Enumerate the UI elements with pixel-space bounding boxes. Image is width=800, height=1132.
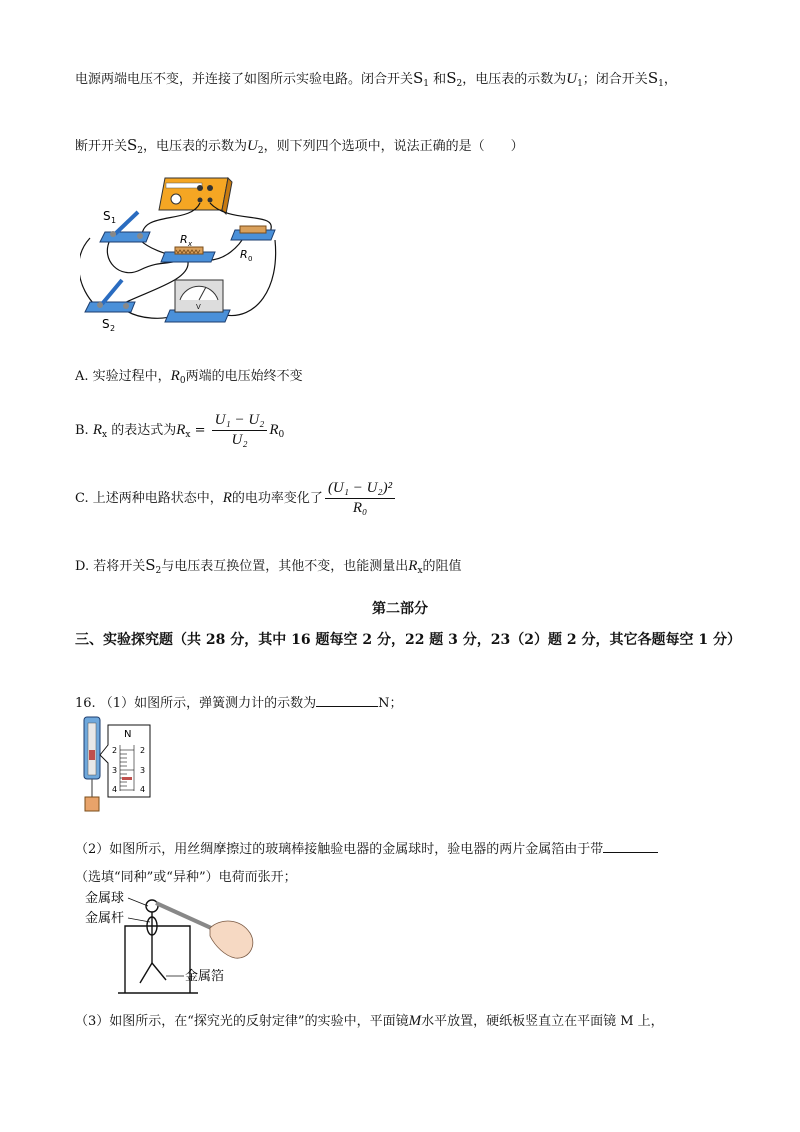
option-text: 的表达式为 bbox=[111, 423, 177, 438]
q15-text: ；闭合开关 bbox=[582, 72, 648, 87]
r-symbol: R bbox=[408, 558, 418, 574]
fraction bbox=[212, 412, 268, 449]
switch-s2-icon bbox=[85, 280, 135, 312]
q16-part1 bbox=[75, 692, 402, 711]
q16-text: （2）如图所示，用丝绸摩擦过的玻璃棒接触验电器的金属球时，验电器的两片金属箔由于带 bbox=[75, 842, 604, 857]
resistor-rx-icon bbox=[161, 247, 215, 262]
label-r0: R bbox=[240, 248, 248, 261]
r-sub: x bbox=[185, 430, 191, 440]
answer-blank[interactable] bbox=[603, 852, 658, 853]
r-sub: x bbox=[102, 430, 108, 440]
s-symbol: S bbox=[446, 69, 457, 87]
electroscope-figure bbox=[80, 888, 270, 998]
scale-unit: N bbox=[124, 729, 132, 740]
label-s2: S bbox=[102, 317, 110, 331]
spring-scale-figure bbox=[78, 715, 158, 820]
r-sub: x bbox=[417, 566, 423, 576]
label-metal-rod: 金属杆 bbox=[85, 911, 125, 926]
option-text: 的电功率变化了 bbox=[231, 491, 323, 506]
label-metal-ball: 金属球 bbox=[85, 891, 125, 906]
option-text: 的阻值 bbox=[422, 559, 462, 574]
equals-sign: = bbox=[190, 423, 210, 438]
s-sub: 1 bbox=[658, 79, 664, 89]
q16-part2-line1 bbox=[75, 838, 658, 857]
scale-pointer bbox=[122, 777, 132, 780]
m-symbol: M bbox=[408, 1013, 422, 1029]
spring-scale-icon bbox=[84, 717, 100, 811]
fraction bbox=[325, 480, 395, 517]
s-sub: 2 bbox=[155, 566, 162, 576]
label-metal-foil: 金属箔 bbox=[185, 969, 225, 984]
q15-text: ，则下列四个选项中，说法正确的是（ ） bbox=[263, 139, 524, 154]
voltmeter-icon bbox=[165, 280, 230, 322]
q15-text: ，电压表的示数为 bbox=[462, 72, 567, 87]
tick-label: 4 bbox=[140, 785, 146, 794]
q15-text: 电源两端电压不变，并连接了如图所示实验电路。闭合开关 bbox=[75, 72, 414, 87]
option-c bbox=[75, 480, 397, 517]
resistor-r0-icon bbox=[231, 226, 275, 240]
option-text: 与电压表互换位置，其他不变，也能测量出 bbox=[161, 559, 409, 574]
section-title: 三、实验探究题（共 28 分，其中 16 题每空 2 分，22 题 3 分，23（2）题 2 分，其它各题每空 1 分） bbox=[75, 632, 741, 648]
r-symbol: R bbox=[170, 368, 180, 384]
s-sub: 2 bbox=[456, 79, 463, 89]
label-r0-sub: 0 bbox=[248, 255, 253, 263]
option-a bbox=[75, 365, 303, 386]
label-s2-sub: 2 bbox=[110, 324, 116, 333]
label-s1-sub: 1 bbox=[111, 216, 117, 225]
r-symbol: R bbox=[176, 422, 186, 438]
r-symbol: R bbox=[92, 422, 102, 438]
u-symbol: U bbox=[566, 71, 578, 87]
fraction-numerator: U₁ − U₂ bbox=[212, 412, 268, 431]
part-heading: 第二部分 bbox=[372, 601, 428, 617]
voltmeter-label: V bbox=[196, 303, 201, 311]
option-text: 两端的电压始终不变 bbox=[185, 369, 303, 384]
q15-text: ，电压表的示数为 bbox=[143, 139, 248, 154]
q15-stem-line2 bbox=[75, 135, 524, 156]
u-symbol: U bbox=[247, 138, 258, 154]
s-sub: 1 bbox=[423, 79, 430, 89]
label-rx: R bbox=[180, 233, 188, 246]
fraction-denominator: U₂ bbox=[231, 432, 248, 448]
option-d bbox=[75, 555, 462, 576]
option-text: B. bbox=[75, 423, 93, 438]
q15-text: 断开开关 bbox=[75, 139, 128, 154]
q15-text: 和 bbox=[433, 72, 447, 87]
label-rx-sub: x bbox=[188, 240, 193, 248]
q16-part3 bbox=[75, 1010, 664, 1030]
q16-text: （3）如图所示，在“探究光的反射定律”的实验中，平面镜 bbox=[75, 1014, 409, 1029]
fraction-denominator: R₀ bbox=[352, 500, 368, 516]
option-text: D. 若将开关 bbox=[75, 559, 146, 574]
tick-label: 2 bbox=[140, 746, 146, 755]
q16-text: 16. （1）如图所示，弹簧测力计的示数为 bbox=[75, 696, 317, 711]
r-sub: 0 bbox=[179, 376, 186, 386]
s-symbol: S bbox=[127, 136, 138, 154]
u-sub: 1 bbox=[577, 79, 583, 89]
q16-text: 水平放置，硬纸板竖直立在平面镜 M 上， bbox=[421, 1014, 664, 1029]
unit-text: N； bbox=[378, 696, 403, 711]
r-symbol: R bbox=[222, 490, 232, 506]
option-text: C. 上述两种电路状态中， bbox=[75, 491, 223, 506]
tick-label: 3 bbox=[140, 766, 146, 775]
option-b bbox=[75, 412, 284, 449]
s-symbol: S bbox=[647, 69, 659, 87]
label-s1: S bbox=[103, 209, 111, 223]
fraction-numerator: (U₁ − U₂)² bbox=[325, 480, 395, 499]
tick-label: 3 bbox=[112, 766, 118, 775]
s-sub: 2 bbox=[137, 146, 144, 156]
option-text: A. 实验过程中， bbox=[75, 369, 171, 384]
s-symbol: S bbox=[413, 69, 424, 87]
r-sub: 0 bbox=[278, 430, 285, 440]
tick-label: 2 bbox=[112, 746, 118, 755]
glass-rod-icon bbox=[156, 903, 253, 958]
q15-stem-line1: 电源两端电压不变，并连接了如图所示实验电路。闭合开关$S_1$ 和$S_2$，电压表的示数为$U_1$；闭合开关$S_1$， bbox=[75, 69, 677, 89]
answer-blank[interactable] bbox=[316, 706, 378, 707]
tick-label: 4 bbox=[112, 785, 118, 794]
u-sub: 2 bbox=[257, 146, 264, 156]
s-symbol: S bbox=[145, 556, 156, 574]
r-symbol: R bbox=[269, 422, 279, 438]
hand-icon bbox=[210, 921, 253, 958]
circuit-figure bbox=[80, 170, 290, 335]
q16-part2-line2: （选填“同种”或“异种”）电荷而张开； bbox=[75, 870, 297, 885]
